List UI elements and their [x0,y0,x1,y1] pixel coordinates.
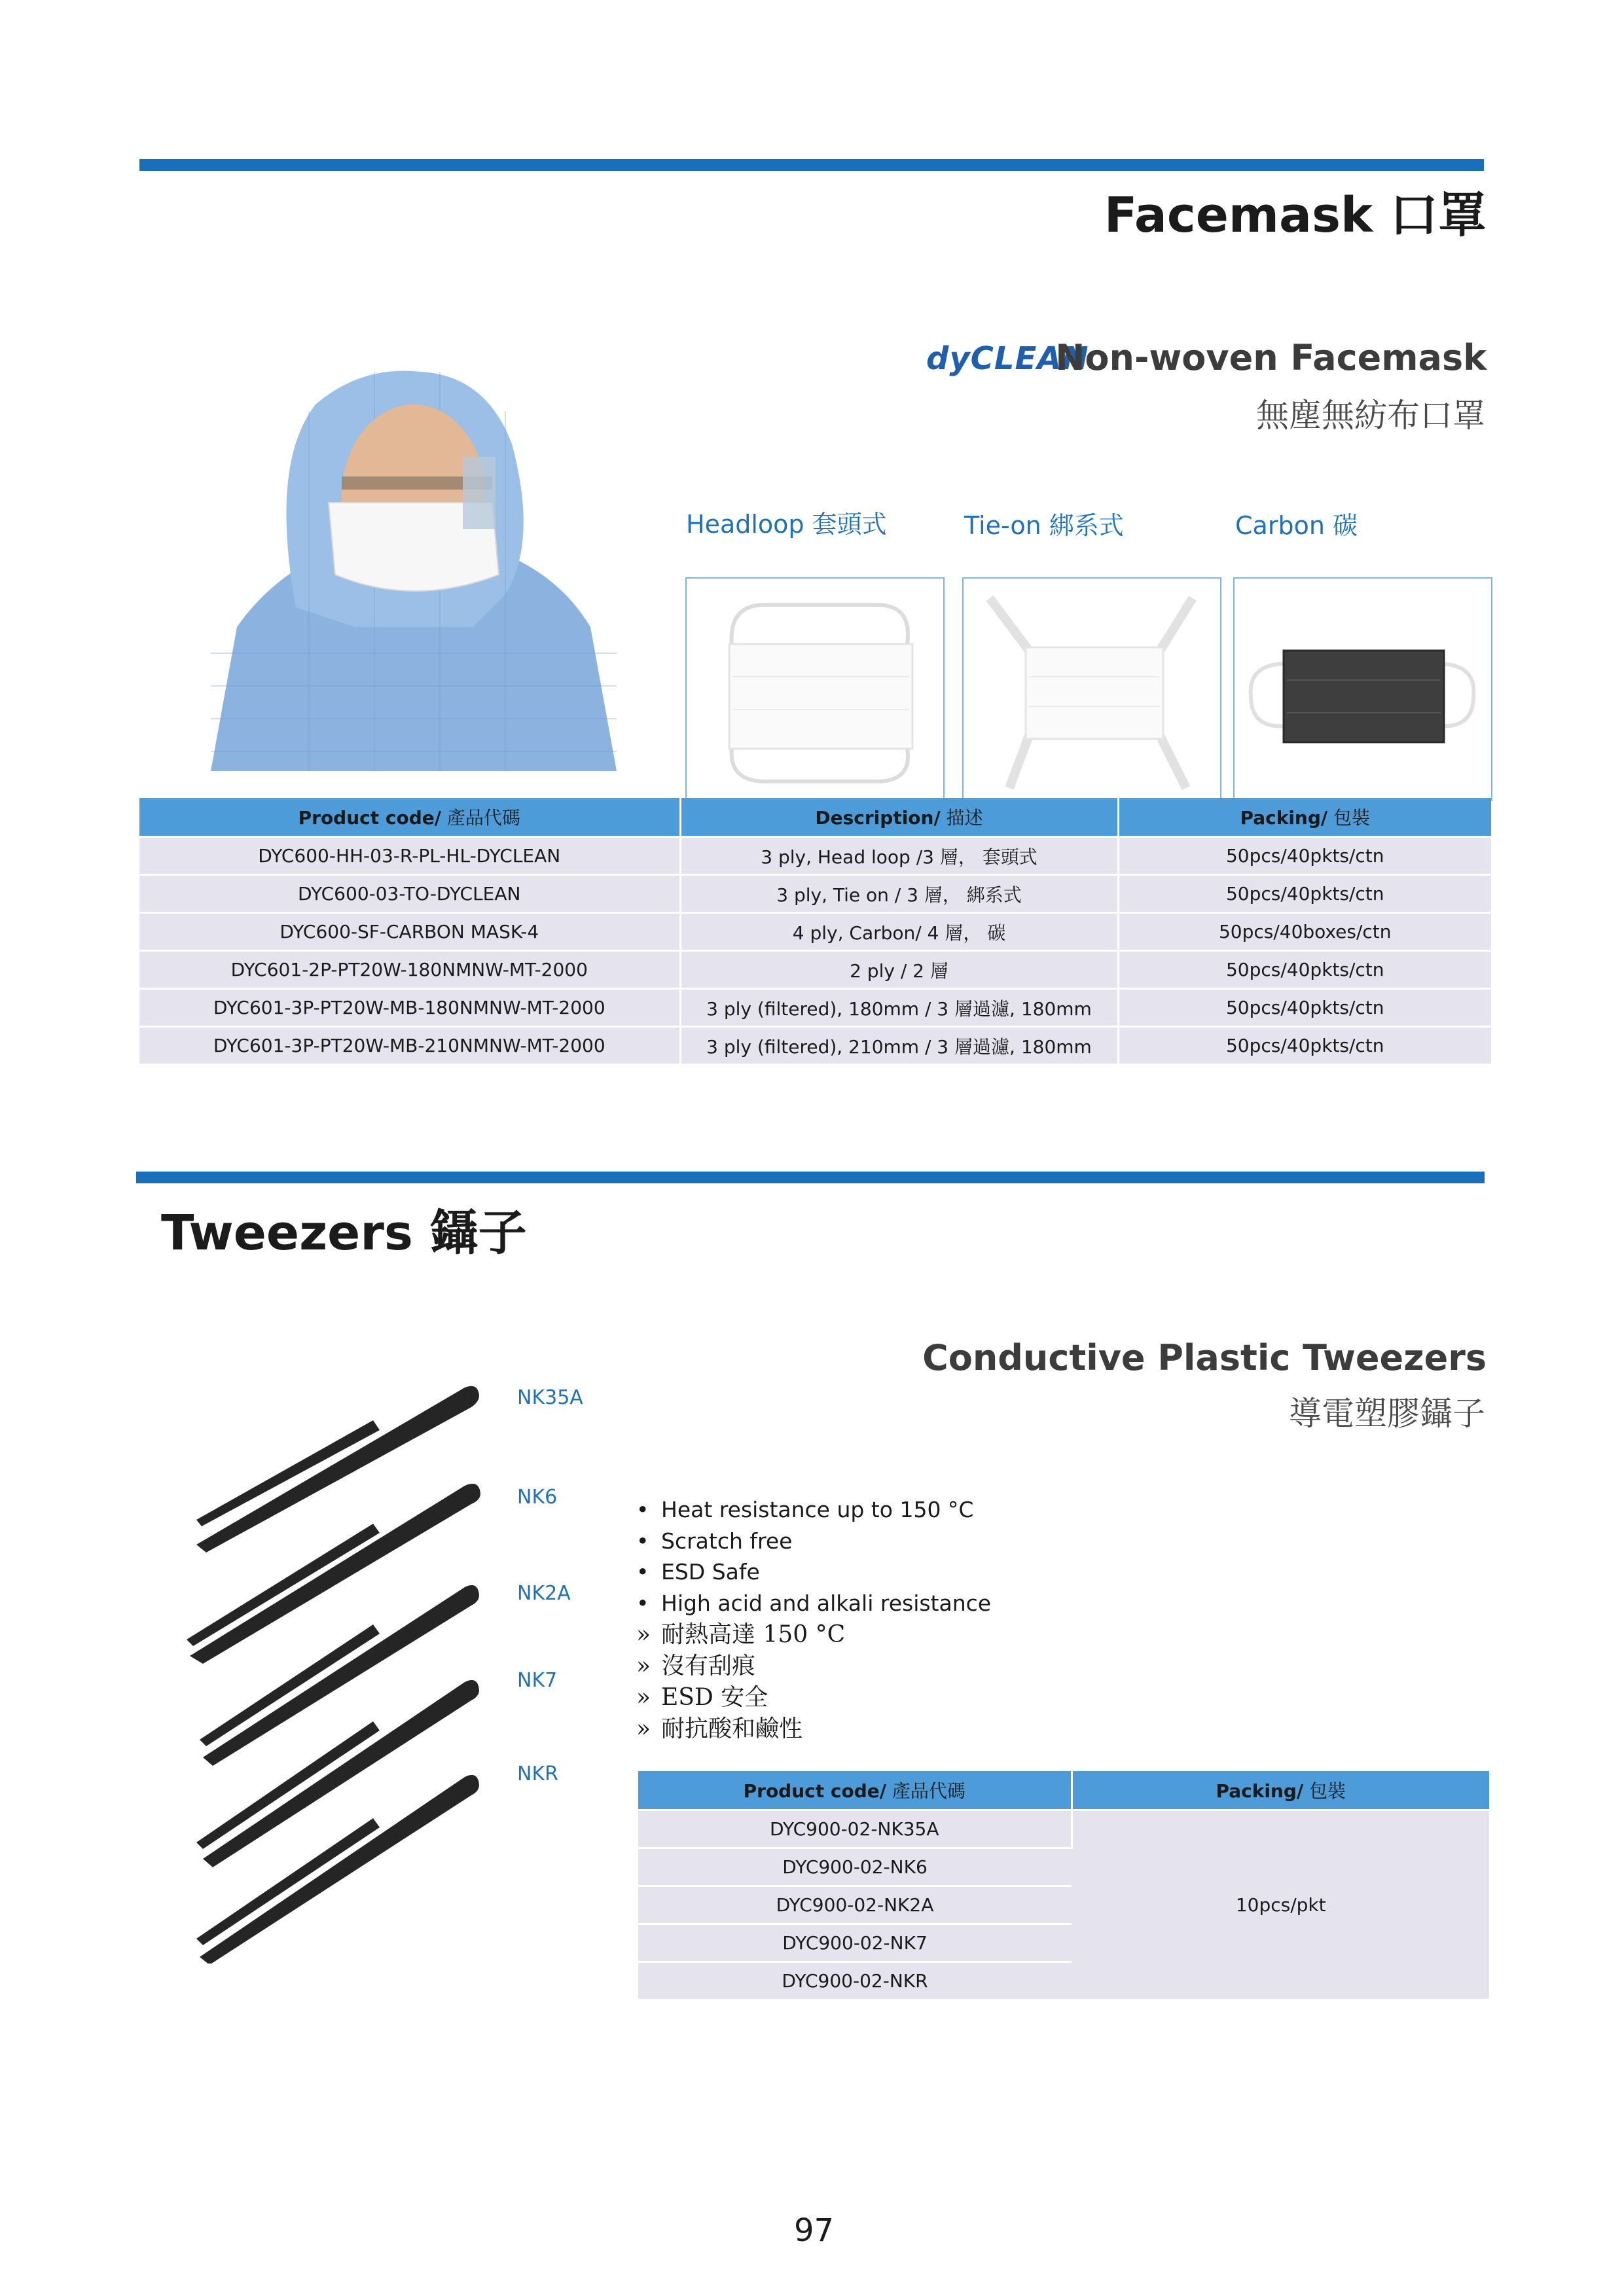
product-code-cell: DYC600-03-TO-DYCLEAN [139,875,680,913]
dyclean-logo: dyCLEAN [926,340,1089,377]
feature-acid-alkali-zh: » 耐抗酸和鹼性 [636,1715,803,1742]
tweezers-subtitle-zh: 導電塑膠鑷子 [1289,1395,1485,1433]
carbon-mask-image [1233,577,1492,801]
facemask-subtitle-en: Non-woven Facemask [1055,337,1487,378]
product-code-cell: DYC900-02-NK6 [638,1848,1072,1886]
tweezers-table [638,1771,1489,1999]
model-label-nkr: NKR [517,1763,558,1785]
feature-scratch-free-zh: » 沒有刮痕 [636,1653,756,1679]
header-description: Description/ 描述 [680,798,1118,837]
header-product-code: Product code/ 產品代碼 [638,1771,1072,1810]
table-row [139,1027,1491,1064]
packing-cell: 50pcs/40pkts/ctn [1118,875,1491,913]
description-cell: 3 ply (filtered), 180mm / 3 層過濾, 180mm [680,989,1118,1027]
facemask-title: Facemask 口罩 [1104,187,1487,243]
feature-acid-alkali: • High acid and alkali resistance [636,1590,992,1616]
table-row [139,837,1491,875]
table-row [139,875,1491,913]
tieon-mask-image [962,577,1221,801]
product-code-cell: DYC900-02-NK7 [638,1924,1072,1962]
feature-esd-safe-zh: » ESD 安全 [636,1684,768,1711]
description-cell: 3 ply (filtered), 210mm / 3 層過濾, 180mm [680,1027,1118,1064]
table-row [139,989,1491,1027]
product-code-cell: DYC900-02-NK2A [638,1886,1072,1924]
packing-cell: 50pcs/40pkts/ctn [1118,1027,1491,1064]
description-cell: 4 ply, Carbon/ 4 層， 碳 [680,913,1118,951]
facemask-subtitle-zh: 無塵無紡布口罩 [1256,397,1485,435]
feature-heat-resistance-zh: » 耐熱高達 150 °C [636,1621,846,1648]
tweezers-image [177,1381,504,1964]
packing-cell: 50pcs/40pkts/ctn [1118,989,1491,1027]
packing-cell: 50pcs/40pkts/ctn [1118,951,1491,989]
feature-esd-safe: • ESD Safe [636,1559,760,1585]
packing-cell: 50pcs/40boxes/ctn [1118,913,1491,951]
product-code-cell: DYC601-2P-PT20W-180NMNW-MT-2000 [139,951,680,989]
product-code-cell: DYC600-SF-CARBON MASK-4 [139,913,680,951]
product-code-cell: DYC601-3P-PT20W-MB-180NMNW-MT-2000 [139,989,680,1027]
tweezers-subtitle-en: Conductive Plastic Tweezers [922,1337,1487,1378]
model-label-nk6: NK6 [517,1486,558,1509]
packing-cell: 10pcs/pkt [1072,1810,1489,2000]
description-cell: 2 ply / 2 層 [680,951,1118,989]
model-photo [211,346,617,771]
product-code-cell: DYC601-3P-PT20W-MB-210NMNW-MT-2000 [139,1027,680,1064]
variant-headloop-label: Headloop 套頭式 [686,510,887,539]
table-row [139,951,1491,989]
product-code-cell: DYC600-HH-03-R-PL-HL-DYCLEAN [139,837,680,875]
product-code-cell: DYC900-02-NKR [638,1962,1072,2000]
table-row [139,913,1491,951]
facemask-table-header [139,798,1491,837]
description-cell: 3 ply, Tie on / 3 層， 綁系式 [680,875,1118,913]
tweezers-title: Tweezers 鑷子 [161,1205,527,1261]
model-label-nk2a: NK2A [517,1582,571,1605]
header-packing: Packing/ 包裝 [1072,1771,1489,1810]
model-label-nk35a: NK35A [517,1386,583,1409]
feature-scratch-free: • Scratch free [636,1528,793,1554]
header-packing: Packing/ 包裝 [1118,798,1491,837]
variant-tieon-label: Tie-on 綁系式 [964,511,1124,540]
variant-carbon-label: Carbon 碳 [1235,511,1358,540]
description-cell: 3 ply, Head loop /3 層， 套頭式 [680,837,1118,875]
header-product-code: Product code/ 產品代碼 [139,798,680,837]
product-code-cell: DYC900-02-NK35A [638,1810,1072,1848]
model-label-nk7: NK7 [517,1669,558,1692]
packing-cell: 50pcs/40pkts/ctn [1118,837,1491,875]
table-row [638,1810,1489,1848]
headloop-mask-image [685,577,945,801]
facemask-table [139,798,1491,1064]
facemask-top-rule [139,159,1484,171]
tweezers-top-rule [136,1172,1485,1183]
feature-heat-resistance: • Heat resistance up to 150 °C [636,1497,974,1522]
tweezers-table-header [638,1771,1489,1810]
page-number: 97 [794,2212,835,2249]
